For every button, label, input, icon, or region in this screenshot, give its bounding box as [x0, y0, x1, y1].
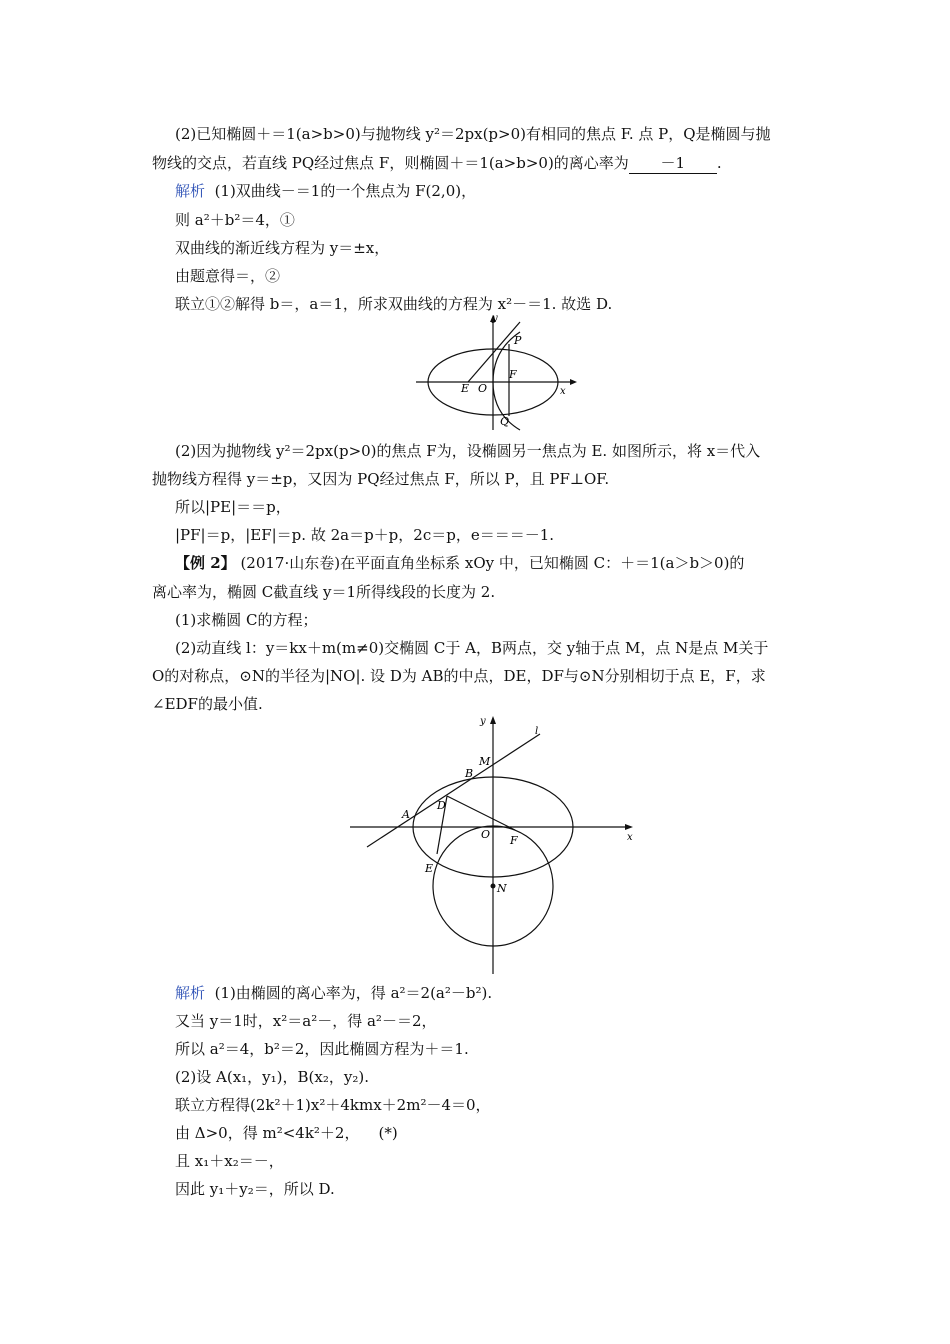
solution-2-line-2: 又当 y＝1时，x²＝a²－，得 a²－＝2， [175, 1012, 437, 1030]
solution-2-line-6: 由 Δ>0，得 m²<4k²＋2， (*) [175, 1124, 398, 1142]
y-axis-arrow-2 [490, 716, 496, 724]
solution-1-line-4: 由题意得＝，② [175, 267, 281, 285]
figure-ellipse-parabola [410, 312, 580, 432]
figure-ellipse-circle [345, 712, 640, 974]
solution-2-line-5: 联立方程得(2k²＋1)x²＋4kmx＋2m²－4＝0， [175, 1096, 491, 1114]
label-o: O [478, 382, 488, 395]
label-a: A [402, 808, 410, 821]
solution-2-line-3: 所以 a²＝4，b²＝2，因此椭圆方程为＋＝1. [175, 1040, 469, 1058]
label-x: x [560, 386, 566, 397]
label-m: M [479, 755, 491, 768]
solution-1b-line-4: |PF|＝p，|EF|＝p. 故 2a＝p＋p，2c＝p，e＝＝＝－1. [175, 526, 555, 544]
problem-line-2: 物线的交点，若直线 PQ经过焦点 F，则椭圆＋＝1(a>b>0)的离心率为 －1 . [152, 154, 722, 172]
label-y-2: y [480, 716, 486, 727]
solution-1-line-5: 联立①②解得 b＝，a＝1，所求双曲线的方程为 x²－＝1. 故选 D. [175, 295, 613, 313]
label-y: y [492, 313, 498, 324]
solution-2-line-1: 解析 (1)由椭圆的离心率为，得 a²＝2(a²－b²). [175, 984, 493, 1002]
solution-label: 解析 [175, 182, 206, 200]
example-tag: 【例 2】 [175, 554, 236, 572]
example-2-question-1: (1)求椭圆 C的方程； [175, 611, 318, 629]
example-2-question-2c: ∠EDF的最小值. [152, 695, 263, 713]
example-2-question-2a: (2)动直线 l：y＝kx＋m(m≠0)交椭圆 C于 A，B两点，交 y轴于点 M，点 N是点 M关于 [175, 639, 769, 657]
solution-1b-line-1: (2)因为抛物线 y²＝2px(p>0)的焦点 F为，设椭圆另一焦点为 E. 如图所示，将 x＝代入 [175, 442, 761, 460]
solution-1b-line-2: 抛物线方程得 y＝±p，又因为 PQ经过焦点 F，所以 P，且 PF⊥OF. [152, 470, 610, 488]
solution-1-line-3: 双曲线的渐近线方程为 y＝±x， [175, 239, 390, 257]
problem-line-1: (2)已知椭圆＋＝1(a>b>0)与抛物线 y²＝2px(p>0)有相同的焦点 F. 点 P，Q是椭圆与抛 [175, 125, 771, 143]
label-x-2: x [627, 832, 633, 843]
label-f: F [509, 368, 517, 381]
example-2-line-1: 【例 2】 (2017·山东卷)在平面直角坐标系 xOy 中，已知椭圆 C：＋＝1(a＞b＞0)的 [175, 554, 745, 572]
example-2-line-2: 离心率为，椭圆 C截直线 y＝1所得线段的长度为 2. [152, 583, 496, 601]
solution-2-line-7: 且 x₁＋x₂＝－， [175, 1152, 284, 1170]
solution-2-line-4: (2)设 A(x₁，y₁)，B(x₂，y₂). [175, 1068, 369, 1086]
point-n [491, 884, 496, 889]
x-axis-arrow-2 [625, 824, 633, 830]
solution-1b-line-3: 所以|PE|＝＝p， [175, 498, 291, 516]
label-f-2: F [510, 834, 518, 847]
label-q: Q [500, 415, 510, 428]
x-axis-arrow [570, 379, 577, 385]
label-p: P [514, 334, 522, 347]
line-df [447, 796, 515, 830]
label-e-2: E [425, 862, 434, 875]
label-e: E [461, 382, 470, 395]
solution-1-line-2: 则 a²＋b²＝4，① [175, 211, 295, 229]
answer-blank: －1 [629, 153, 717, 174]
solution-1-line-1: 解析 (1)双曲线－＝1的一个焦点为 F(2,0)， [175, 182, 477, 200]
label-b: B [465, 767, 474, 780]
solution-2-line-8: 因此 y₁＋y₂＝，所以 D. [175, 1180, 335, 1198]
label-n: N [497, 882, 507, 895]
label-o-2: O [481, 828, 491, 841]
label-d: D [437, 799, 446, 812]
label-l: l [535, 726, 539, 737]
example-2-question-2b: O的对称点，⊙N的半径为|NO|. 设 D为 AB的中点，DE，DF与⊙N分别相切于点 E，F，求 [152, 667, 766, 685]
solution-label-2: 解析 [175, 984, 206, 1002]
